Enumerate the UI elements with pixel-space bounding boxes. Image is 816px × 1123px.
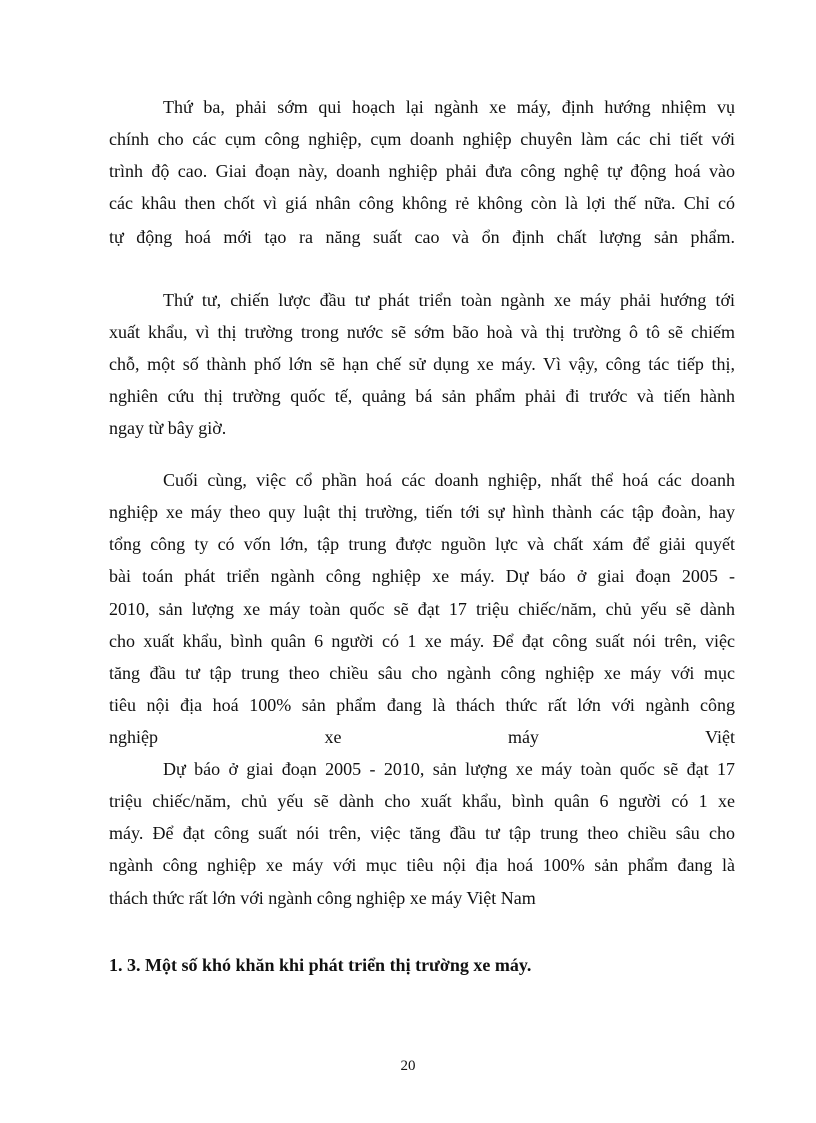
paragraph-3-line-6: cho xuất khẩu, bình quân 6 người có 1 xe máy. Để đạt công suất nói trên, việc [109,631,735,651]
paragraph-1-line-4: các khâu then chốt vì giá nhân công không rẻ không còn là lợi thế nữa. Chỉ có [109,193,735,213]
paragraph-1-line-2: chính cho các cụm công nghiệp, cụm doanh nghiệp chuyên làm các chi tiết với [109,129,735,149]
paragraph-3-line-4: bài toán phát triển ngành công nghiệp xe máy. Dự báo ở giai đoạn 2005 - [109,566,735,586]
paragraph-3-line-7: tăng đầu tư tập trung theo chiều sâu cho ngành công nghiệp xe máy với mục [109,663,735,683]
page-number: 20 [400,1058,416,1074]
paragraph-4-line-4: ngành công nghiệp xe máy với mục tiêu nội địa hoá 100% sản phẩm đang là [109,855,735,875]
paragraph-1-line-1: Thứ ba, phải sớm qui hoạch lại ngành xe máy, định hướng nhiệm vụ [163,97,735,117]
paragraph-2-line-4: nghiên cứu thị trường quốc tế, quảng bá sản phẩm phải đi trước và tiến hành [109,386,735,406]
paragraph-2-line-3: chỗ, một số thành phố lớn sẽ hạn chế sử dụng xe máy. Vì vậy, công tác tiếp thị, [109,354,735,374]
paragraph-3-line-1: Cuối cùng, việc cổ phần hoá các doanh nghiệp, nhất thể hoá các doanh [163,470,735,490]
paragraph-3-line-8: tiêu nội địa hoá 100% sản phẩm đang là thách thức rất lớn với ngành công [109,695,735,715]
paragraph-2-line-5: ngay từ bây giờ. [109,418,227,438]
paragraph-3-line-3: tổng công ty có vốn lớn, tập trung được nguồn lực và chất xám để giải quyết [109,534,735,554]
paragraph-1-line-5: tự động hoá mới tạo ra năng suất cao và ổn định chất lượng sản phẩm. [109,227,735,247]
paragraph-2-line-2: xuất khẩu, vì thị trường trong nước sẽ sớm bão hoà và thị trường ô tô sẽ chiếm [109,322,735,342]
paragraph-4-line-1: Dự báo ở giai đoạn 2005 - 2010, sản lượng xe máy toàn quốc sẽ đạt 17 [163,759,735,779]
paragraph-2-line-1: Thứ tư, chiến lược đầu tư phát triển toàn ngành xe máy phải hướng tới [163,290,735,310]
paragraph-4-line-3: máy. Để đạt công suất nói trên, việc tăng đầu tư tập trung theo chiều sâu cho [109,823,735,843]
paragraph-4-line-2: triệu chiếc/năm, chủ yếu sẽ dành cho xuất khẩu, bình quân 6 người có 1 xe [109,791,735,811]
paragraph-4-line-5: thách thức rất lớn với ngành công nghiệp xe máy Việt Nam [109,888,536,908]
paragraph-3-line-2: nghiệp xe máy theo quy luật thị trường, tiến tới sự hình thành các tập đoàn, hay [109,502,735,522]
paragraph-1-line-3: trình độ cao. Giai đoạn này, doanh nghiệp phải đưa công nghệ tự động hoá vào [109,161,735,181]
paragraph-3-line-9: nghiệp xe máy Việt [109,727,735,747]
paragraph-3-line-5: 2010, sản lượng xe máy toàn quốc sẽ đạt 17 triệu chiếc/năm, chủ yếu sẽ dành [109,599,735,619]
section-heading: 1. 3. Một số khó khăn khi phát triển thị trường xe máy. [109,955,532,975]
